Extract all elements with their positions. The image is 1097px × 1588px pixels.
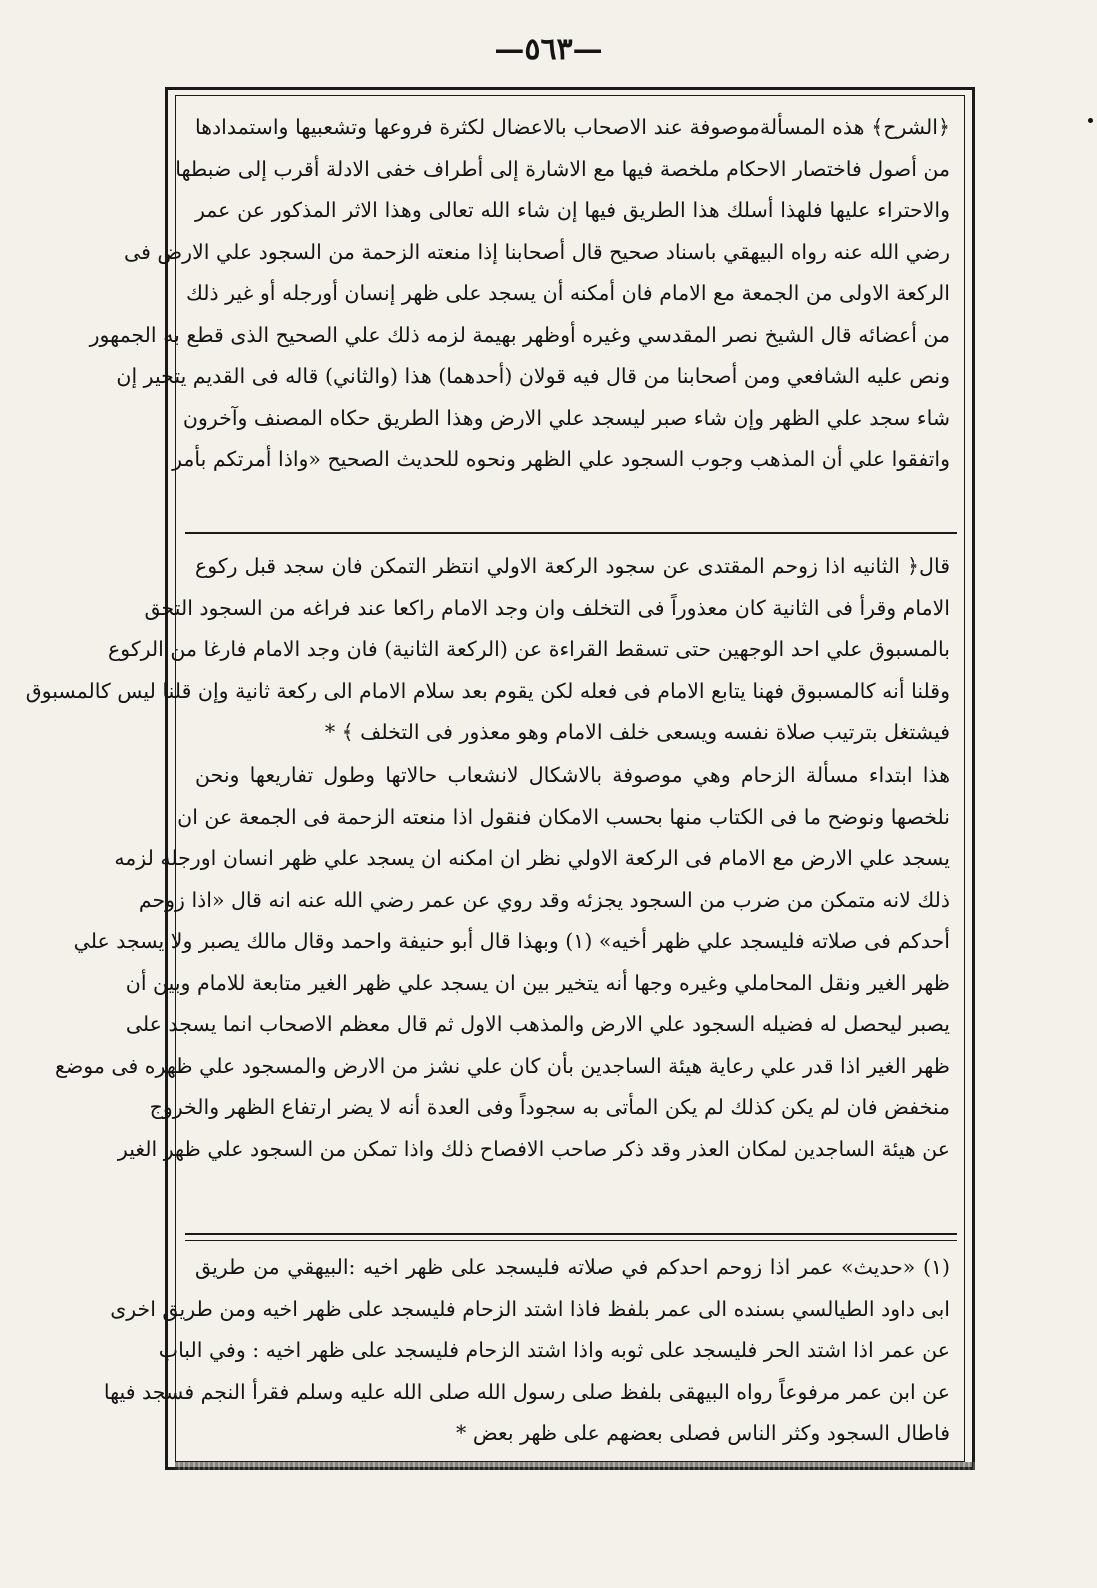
text-line: نلخصها ونوضح ما فى الكتاب منها بحسب الامكان فنقول اذا منعته الزحمة فى الجمعة عن ان bbox=[177, 804, 950, 829]
text-line: يصبر ليحصل له فضيله السجود علي الارض والمذهب الاول ثم قال معظم الاصحاب انما يسجد على bbox=[125, 1012, 950, 1036]
text-line: ونص عليه الشافعي ومن أصحابنا من قال فيه قولان (أحدهما) هذا (والثاني) قاله فى القديم يتخير إن bbox=[116, 364, 950, 388]
text-line: فيشتغل بترتيب صلاة نفسه ويسعى خلف الامام وهو معذور فى التخلف ﴾ * bbox=[324, 720, 950, 744]
text-line: ذلك لانه متمكن من ضرب من السجود يجزئه وقد روي عن عمر رضي الله عنه انه قال «اذا زوحم bbox=[138, 887, 950, 912]
text-line: رضي الله عنه رواه البيهقي باسناد صحيح قال أصحابنا إذا منعته الزحمة من السجود علي الارض فى bbox=[124, 239, 950, 264]
page-number: —٥٦٣— bbox=[494, 32, 603, 67]
footnote-section bbox=[103, 1247, 950, 1455]
text-line: الامام وقرأ فى الثانية كان معذوراً فى التخلف وان وجد الامام راكعا عند فراغه من السجود التحق bbox=[144, 595, 950, 620]
text-line: منخفض فان لم يكن كذلك لم يكن المأتى به سجوداً وفى العدة أنه لا يضر ارتفاع الظهر والخروج bbox=[149, 1095, 950, 1119]
text-line: من أصول فاختصار الاحكام ملخصة فيها مع الاشارة إلى أطراف خفى الادلة أقرب إلى ضبطها bbox=[175, 156, 950, 181]
text-line: الركعة الاولى من الجمعة مع الامام فان أمكنه أن يسجد على ظهر إنسان أورجله أو غير ذلك bbox=[185, 281, 950, 305]
text-line: والاحتراء عليها فلهذا أسلك هذا الطريق فيها إن شاء الله تعالى وهذا الاثر المذكور عن عمر bbox=[195, 198, 950, 222]
text-line: ظهر الغير ونقل المحاملي وغيره وجها أنه يتخير بين ان يسجد علي ظهر الغير متابعة للامام وبين أن bbox=[125, 970, 950, 995]
text-line: هذا ابتداء مسألة الزحام وهي موصوفة بالاشكال لانشعاب حالاتها وطول تفاريعها ونحن bbox=[195, 763, 950, 787]
text-line: بالمسبوق علي احد الوجهين حتى تسقط القراءة عن (الركعة الثانية) فان وجد الامام فارغا من الركوع bbox=[108, 637, 950, 661]
sharh-section bbox=[89, 107, 950, 481]
footnote-line: فاطال السجود وكثر الناس فصلى بعضهم على ظهر بعض * bbox=[456, 1421, 950, 1445]
text-line: شاء سجد علي الظهر وإن شاء صبر ليسجد علي الارض وهذا الطريق حكاه المصنف وآخرون bbox=[182, 405, 950, 430]
footnote-divider bbox=[185, 1233, 957, 1235]
text-line: وقلنا أنه كالمسبوق فهنا يتابع الامام فى فعله لكن يقوم بعد سلام الامام الى ركعة ثانية وإن قلنا ليس كالمسبوق bbox=[25, 678, 950, 703]
scan-speck bbox=[1088, 118, 1093, 123]
scan-bottom-edge bbox=[175, 1462, 975, 1470]
text-line: من أعضائه قال الشيخ نصر المقدسي وغيره أوظهر بهيمة لزمه ذلك علي الصحيح الذى قطع به الجمهور bbox=[89, 322, 950, 347]
text-line: ﴿الشرح﴾ هذه المسألةموصوفة عند الاصحاب بالاعضال لكثرة فروعها وتشعبيها واستمدادها bbox=[195, 115, 950, 139]
text-line: واتفقوا علي أن المذهب وجوب السجود علي الظهر ونحوه للحديث الصحيح «واذا أمرتكم بأمر bbox=[172, 447, 950, 471]
text-line: ظهر الغير اذا قدر علي رعاية هيئة الساجدين بأن كان علي نشز من الارض والمسجود علي ظهره فى موضع bbox=[54, 1053, 950, 1078]
matn-section bbox=[25, 546, 950, 754]
text-line: قال﴿ الثانيه اذا زوحم المقتدى عن سجود الركعة الاولي انتظر التمكن فان سجد قبل ركوع bbox=[195, 554, 950, 578]
footnote-line: عن ابن عمر مرفوعاً رواه البيهقى بلفظ صلى رسول الله صلى الله عليه وسلم فقرأ النجم فسجد فيها bbox=[103, 1379, 950, 1404]
text-line: أحدكم فى صلاته فليسجد علي ظهر أخيه» (١) وبهذا قال أبو حنيفة واحمد وقال مالك يصبر ولا يسجد علي bbox=[73, 929, 950, 953]
footnote-divider-thin bbox=[185, 1240, 957, 1241]
section-divider bbox=[185, 532, 957, 534]
footnote-line: ابى داود الطيالسي بسنده الى عمر بلفظ فاذا اشتد الزحام فليسجد على ظهر اخيه ومن طريق اخرى bbox=[110, 1296, 950, 1321]
commentary-section bbox=[54, 755, 950, 1170]
text-line: عن هيئة الساجدين لمكان العذر وقد ذكر صاحب الافصاح ذلك واذا تمكن من السجود علي ظهر الغير bbox=[117, 1136, 950, 1161]
text-line: يسجد علي الارض مع الامام فى الركعة الاولي نظر ان امكنه ان يسجد علي ظهر انسان اورجله لزمه bbox=[114, 846, 950, 870]
footnote-line: (١) «حديث» عمر اذا زوحم احدكم في صلاته فليسجد على ظهر اخيه :البيهقي من طريق bbox=[195, 1255, 950, 1279]
footnote-line: عن عمر اذا اشتد الحر فليسجد على ثوبه واذا اشتد الزحام فليسجد على ظهر اخيه : وفي الباب bbox=[158, 1338, 950, 1362]
